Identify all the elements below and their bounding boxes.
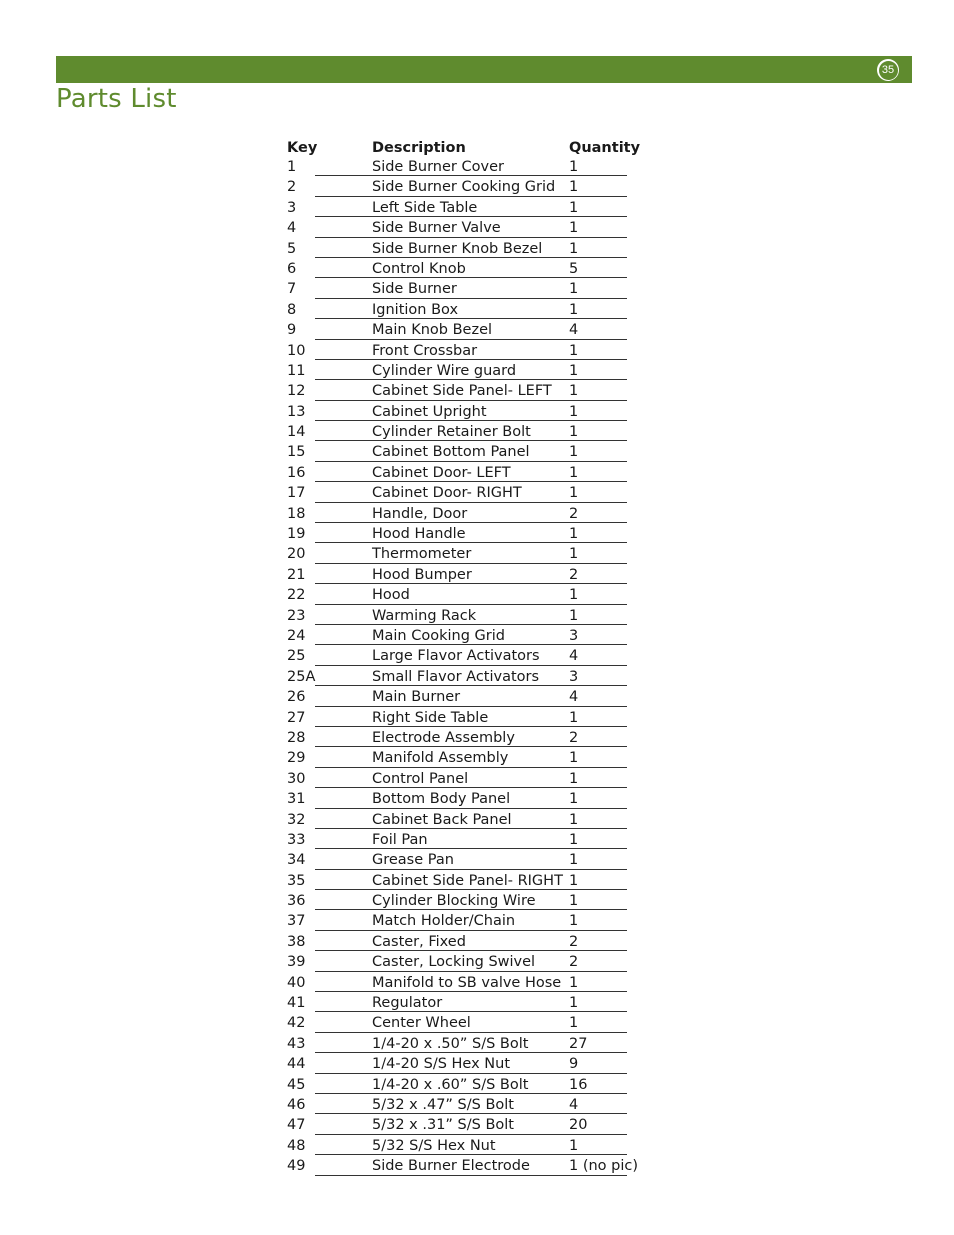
table-row (287, 932, 647, 952)
part-description: Manifold to SB valve Hose (372, 974, 562, 991)
table-row (287, 728, 647, 748)
part-key: 6 (287, 260, 297, 277)
table-row (287, 442, 647, 462)
part-key: 12 (287, 383, 306, 400)
table-row (287, 1054, 647, 1074)
part-quantity: 1 (569, 220, 579, 237)
table-row (287, 850, 647, 870)
part-description: 5/32 S/S Hex Nut (372, 1137, 496, 1154)
part-quantity: 1 (569, 159, 579, 175)
table-row (287, 952, 647, 972)
table-row (287, 810, 647, 830)
part-quantity: 2 (569, 505, 579, 522)
table-row (287, 1013, 647, 1033)
part-key: 28 (287, 729, 306, 746)
part-key: 19 (287, 526, 306, 543)
part-quantity: 1 (569, 526, 579, 543)
part-description: Center Wheel (372, 1015, 471, 1032)
part-quantity: 1 (569, 362, 579, 379)
part-description: Side Burner Valve (372, 220, 501, 237)
table-row (287, 361, 647, 381)
part-quantity: 1 (569, 791, 579, 808)
part-quantity: 1 (569, 383, 579, 400)
table-row (287, 606, 647, 626)
part-key: 1 (287, 159, 297, 175)
part-description: Cabinet Bottom Panel (372, 444, 530, 461)
part-quantity: 1 (569, 485, 579, 502)
part-quantity: 5 (569, 260, 579, 277)
table-row (287, 402, 647, 422)
part-key: 25 (287, 648, 306, 665)
part-description: Caster, Fixed (372, 933, 466, 950)
part-key: 8 (287, 301, 297, 318)
part-quantity: 1 (569, 281, 579, 298)
table-row (287, 1115, 647, 1135)
table-row (287, 422, 647, 442)
part-key: 22 (287, 587, 306, 604)
part-key: 21 (287, 566, 306, 583)
part-description: Main Burner (372, 689, 461, 706)
part-description: 1/4-20 x .60” S/S Bolt (372, 1076, 529, 1093)
part-key: 43 (287, 1035, 306, 1052)
part-description: 5/32 x .31” S/S Bolt (372, 1117, 514, 1134)
part-quantity: 1 (569, 1015, 579, 1032)
table-row (287, 341, 647, 361)
part-key: 32 (287, 811, 306, 828)
part-description: Cabinet Door- LEFT (372, 464, 511, 481)
part-quantity: 20 (569, 1117, 588, 1134)
parts-table (287, 138, 647, 1177)
table-row (287, 973, 647, 993)
part-description: Right Side Table (372, 709, 489, 726)
table-row (287, 687, 647, 707)
part-key: 3 (287, 199, 297, 216)
part-quantity: 4 (569, 322, 579, 339)
part-key: 29 (287, 750, 306, 767)
table-row (287, 708, 647, 728)
part-quantity: 1 (569, 403, 579, 420)
part-description: Control Knob (372, 260, 466, 277)
part-description: Side Burner Electrode (372, 1158, 530, 1175)
part-description: Cylinder Blocking Wire (372, 893, 536, 910)
part-key: 37 (287, 913, 306, 930)
table-row (287, 585, 647, 605)
part-description: 5/32 x .47” S/S Bolt (372, 1096, 514, 1113)
page-number-badge (877, 59, 899, 81)
part-description: 1/4-20 x .50” S/S Bolt (372, 1035, 529, 1052)
part-quantity: 2 (569, 566, 579, 583)
part-key: 44 (287, 1056, 306, 1073)
part-key: 42 (287, 1015, 306, 1032)
table-row (287, 748, 647, 768)
part-description: Ignition Box (372, 301, 459, 318)
part-key: 15 (287, 444, 306, 461)
part-key: 14 (287, 424, 306, 441)
part-quantity: 1 (569, 301, 579, 318)
part-key: 27 (287, 709, 306, 726)
part-quantity: 2 (569, 729, 579, 746)
table-row (287, 544, 647, 564)
part-key: 10 (287, 342, 306, 359)
part-key: 5 (287, 240, 297, 257)
part-quantity: 1 (569, 709, 579, 726)
header-bar (56, 56, 912, 83)
table-row (287, 177, 647, 197)
part-description: Main Cooking Grid (372, 627, 505, 644)
part-description: Side Burner Knob Bezel (372, 240, 543, 257)
part-description: Cabinet Door- RIGHT (372, 485, 522, 502)
part-key: 9 (287, 322, 297, 339)
part-description: Large Flavor Activators (372, 648, 540, 665)
part-quantity: 1 (569, 1137, 579, 1154)
table-row (287, 1136, 647, 1156)
part-key: 20 (287, 546, 306, 563)
page-title: Parts List (56, 84, 177, 114)
part-key: 48 (287, 1137, 306, 1154)
part-key: 13 (287, 403, 306, 420)
part-key: 18 (287, 505, 306, 522)
part-key: 35 (287, 872, 306, 889)
part-description: Caster, Locking Swivel (372, 954, 536, 971)
table-row (287, 381, 647, 401)
part-quantity: 1 (569, 872, 579, 889)
table-row (287, 646, 647, 666)
part-quantity: 1 (569, 750, 579, 767)
part-key: 36 (287, 893, 306, 910)
part-description: Small Flavor Activators (372, 668, 540, 685)
part-key: 7 (287, 281, 297, 298)
part-key: 25A (287, 668, 316, 685)
part-key: 45 (287, 1076, 306, 1093)
part-description: Hood Handle (372, 526, 466, 543)
part-key: 47 (287, 1117, 306, 1134)
part-description: Cabinet Upright (372, 403, 487, 420)
part-key: 17 (287, 485, 306, 502)
part-description: Cabinet Side Panel- LEFT (372, 383, 552, 400)
part-description: Foil Pan (372, 831, 428, 848)
part-description: Left Side Table (372, 199, 478, 216)
part-key: 46 (287, 1096, 306, 1113)
part-key: 24 (287, 627, 306, 644)
part-quantity: 1 (569, 199, 579, 216)
part-key: 30 (287, 770, 306, 787)
part-quantity: 1 (no pic) (569, 1158, 639, 1175)
part-quantity: 1 (569, 587, 579, 604)
part-key: 33 (287, 831, 306, 848)
page-number: 35 (879, 61, 898, 80)
table-row (287, 320, 647, 340)
part-description: Cylinder Retainer Bolt (372, 424, 531, 441)
part-key: 11 (287, 362, 306, 379)
column-header-description: Description (372, 140, 466, 156)
column-header-key: Key (287, 140, 318, 156)
part-quantity: 4 (569, 689, 579, 706)
table-row (287, 524, 647, 544)
table-row (287, 769, 647, 789)
part-description: Bottom Body Panel (372, 791, 511, 808)
table-row (287, 1034, 647, 1054)
part-quantity: 4 (569, 648, 579, 665)
part-key: 41 (287, 995, 306, 1012)
part-description: Warming Rack (372, 607, 477, 624)
part-description: Handle, Door (372, 505, 468, 522)
table-row (287, 789, 647, 809)
part-description: Match Holder/Chain (372, 913, 516, 930)
column-header-quantity: Quantity (569, 140, 641, 156)
part-description: Side Burner Cover (372, 159, 504, 175)
table-row (287, 239, 647, 259)
part-quantity: 1 (569, 464, 579, 481)
table-row (287, 300, 647, 320)
part-quantity: 1 (569, 240, 579, 257)
table-row (287, 993, 647, 1013)
part-description: Cylinder Wire guard (372, 362, 517, 379)
table-row (287, 279, 647, 299)
part-key: 34 (287, 852, 306, 869)
part-quantity: 2 (569, 954, 579, 971)
table-row (287, 667, 647, 687)
table-row (287, 1075, 647, 1095)
part-description: Side Burner (372, 281, 457, 298)
table-row (287, 871, 647, 891)
part-quantity: 1 (569, 607, 579, 624)
table-row (287, 911, 647, 931)
part-description: Control Panel (372, 770, 469, 787)
table-row (287, 463, 647, 483)
part-description: Cabinet Side Panel- RIGHT (372, 872, 563, 889)
part-description: Main Knob Bezel (372, 322, 493, 339)
table-row (287, 483, 647, 503)
table-row (287, 259, 647, 279)
part-quantity: 1 (569, 444, 579, 461)
part-description: Cabinet Back Panel (372, 811, 512, 828)
part-description: Thermometer (372, 546, 472, 563)
part-quantity: 1 (569, 913, 579, 930)
part-description: Regulator (372, 995, 443, 1012)
part-description: 1/4-20 S/S Hex Nut (372, 1056, 511, 1073)
part-quantity: 1 (569, 831, 579, 848)
table-row (287, 1156, 647, 1176)
table-header-row (287, 138, 647, 157)
part-key: 39 (287, 954, 306, 971)
part-quantity: 1 (569, 893, 579, 910)
part-key: 2 (287, 179, 297, 196)
table-row (287, 1095, 647, 1115)
part-key: 40 (287, 974, 306, 991)
part-description: Manifold Assembly (372, 750, 509, 767)
part-key: 16 (287, 464, 306, 481)
part-quantity: 1 (569, 342, 579, 359)
part-description: Electrode Assembly (372, 729, 515, 746)
table-row (287, 830, 647, 850)
part-quantity: 16 (569, 1076, 588, 1093)
part-quantity: 1 (569, 995, 579, 1012)
part-quantity: 4 (569, 1096, 579, 1113)
part-description: Side Burner Cooking Grid (372, 179, 556, 196)
part-key: 23 (287, 607, 306, 624)
part-key: 4 (287, 220, 297, 237)
table-row (287, 218, 647, 238)
part-quantity: 1 (569, 770, 579, 787)
table-row (287, 891, 647, 911)
table-body (287, 157, 647, 1177)
table-row (287, 565, 647, 585)
part-quantity: 1 (569, 974, 579, 991)
part-quantity: 2 (569, 933, 579, 950)
part-quantity: 1 (569, 546, 579, 563)
part-quantity: 27 (569, 1035, 588, 1052)
table-row (287, 198, 647, 218)
part-quantity: 1 (569, 424, 579, 441)
part-key: 38 (287, 933, 306, 950)
part-quantity: 3 (569, 668, 579, 685)
part-description: Hood (372, 587, 410, 604)
part-key: 49 (287, 1158, 306, 1175)
part-description: Grease Pan (372, 852, 454, 869)
part-quantity: 1 (569, 811, 579, 828)
part-quantity: 9 (569, 1056, 579, 1073)
part-description: Hood Bumper (372, 566, 472, 583)
table-row (287, 626, 647, 646)
table-row (287, 504, 647, 524)
part-quantity: 3 (569, 627, 579, 644)
table-row (287, 157, 647, 177)
part-description: Front Crossbar (372, 342, 478, 359)
part-quantity: 1 (569, 179, 579, 196)
part-key: 31 (287, 791, 306, 808)
part-quantity: 1 (569, 852, 579, 869)
part-key: 26 (287, 689, 306, 706)
